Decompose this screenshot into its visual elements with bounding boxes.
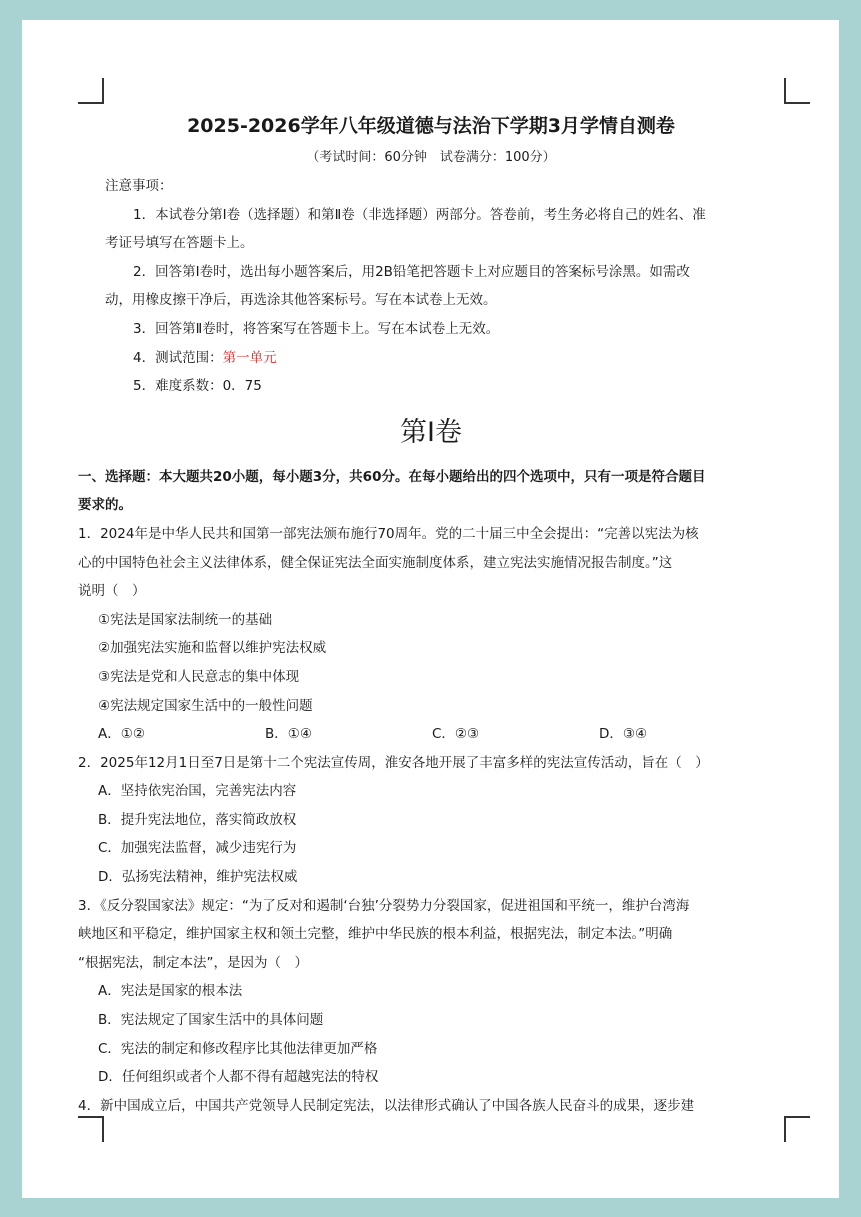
section-heading-line-1: 一、选择题：本大题共20小题，每小题3分，共60分。在每小题给出的四个选项中，只有一项是符合题目	[78, 468, 706, 485]
question-2-option-a: A．坚持依宪治国，完善宪法内容	[98, 783, 297, 800]
question-3-option-d: D．任何组织或者个人都不得有超越宪法的特权	[98, 1069, 379, 1086]
question-1-statement-2: ②加强宪法实施和监督以维护宪法权威	[98, 640, 327, 657]
note-2-line-1: 2．回答第Ⅰ卷时，选出每小题答案后，用2B铅笔把答题卡上对应题目的答案标号涂黑。如需改	[133, 263, 690, 280]
question-2-option-b: B．提升宪法地位，落实简政放权	[98, 811, 297, 828]
note-4-label: 4．测试范围：	[133, 349, 223, 366]
question-3-line-3: “根据宪法，制定本法”，是因为（ ）	[78, 954, 308, 971]
crop-mark-bottom-right	[784, 1116, 810, 1142]
note-5: 5．难度系数：0．75	[133, 378, 262, 395]
exam-subtitle: （考试时间：60分钟 试卷满分：100分）	[306, 150, 556, 165]
notes-heading: 注意事项：	[105, 178, 173, 194]
question-1-options	[78, 720, 784, 749]
section-heading-line-2: 要求的。	[78, 497, 132, 514]
question-3-option-c: C．宪法的制定和修改程序比其他法律更加严格	[98, 1040, 378, 1057]
question-1-option-c: C．②③	[432, 726, 480, 743]
question-3-line-2: 峡地区和平稳定，维护国家主权和领土完整，维护中华民族的根本利益，根据宪法，制定本法。”明确	[78, 926, 673, 943]
question-2-line-1: 2．2025年12月1日至7日是第十二个宪法宣传周，淮安各地开展了丰富多样的宪法宣传活动，旨在（ ）	[78, 754, 709, 771]
question-3-option-a: A．宪法是国家的根本法	[98, 983, 243, 1000]
test-scope-value: 第一单元	[222, 349, 277, 366]
note-1-line-2: 考证号填写在答题卡上。	[105, 235, 254, 252]
question-1-line-2: 心的中国特色社会主义法律体系，健全保证宪法全面实施制度体系，建立宪法实施情况报告制度。”这	[78, 554, 673, 571]
crop-mark-top-right	[784, 78, 810, 104]
question-3-line-1: 3．《反分裂国家法》规定：“为了反对和遏制‘台独’分裂势力分裂国家，促进祖国和平统一，维护台湾海	[78, 897, 690, 914]
question-1-statement-1: ①宪法是国家法制统一的基础	[98, 611, 273, 628]
exam-page	[22, 20, 839, 1198]
question-1-line-1: 1．2024年是中华人民共和国第一部宪法颁布施行70周年。党的二十届三中全会提出：“完善以宪法为核	[78, 525, 699, 542]
note-3: 3．回答第Ⅱ卷时，将答案写在答题卡上。写在本试卷上无效。	[133, 320, 500, 337]
note-1-line-1: 1．本试卷分第Ⅰ卷（选择题）和第Ⅱ卷（非选择题）两部分。答卷前，考生务必将自己的姓名、准	[133, 206, 706, 223]
crop-mark-top-left	[78, 78, 104, 104]
question-1-option-b: B．①④	[265, 726, 312, 743]
question-2-option-d: D．弘扬宪法精神，维护宪法权威	[98, 869, 298, 886]
question-1-option-d: D．③④	[599, 726, 648, 743]
question-3-option-b: B．宪法规定了国家生活中的具体问题	[98, 1012, 324, 1029]
exam-title: 2025-2026学年八年级道德与法治下学期3月学情自测卷	[187, 115, 675, 137]
note-4	[78, 344, 784, 373]
question-1-option-a: A．①②	[98, 726, 145, 743]
question-1-statement-3: ③宪法是党和人民意志的集中体现	[98, 668, 300, 685]
question-4-line-1: 4．新中国成立后，中国共产党领导人民制定宪法，以法律形式确认了中国各族人民奋斗的成果，逐步建	[78, 1097, 695, 1114]
question-1-statement-4: ④宪法规定国家生活中的一般性问题	[98, 697, 313, 714]
exam-content	[78, 108, 784, 1120]
question-2-option-c: C．加强宪法监督，减少违宪行为	[98, 840, 297, 857]
part-one-heading: 第Ⅰ卷	[400, 416, 462, 448]
note-2-line-2: 动，用橡皮擦干净后，再选涂其他答案标号。写在本试卷上无效。	[105, 292, 497, 309]
question-1-line-3: 说明（ ）	[78, 583, 146, 600]
